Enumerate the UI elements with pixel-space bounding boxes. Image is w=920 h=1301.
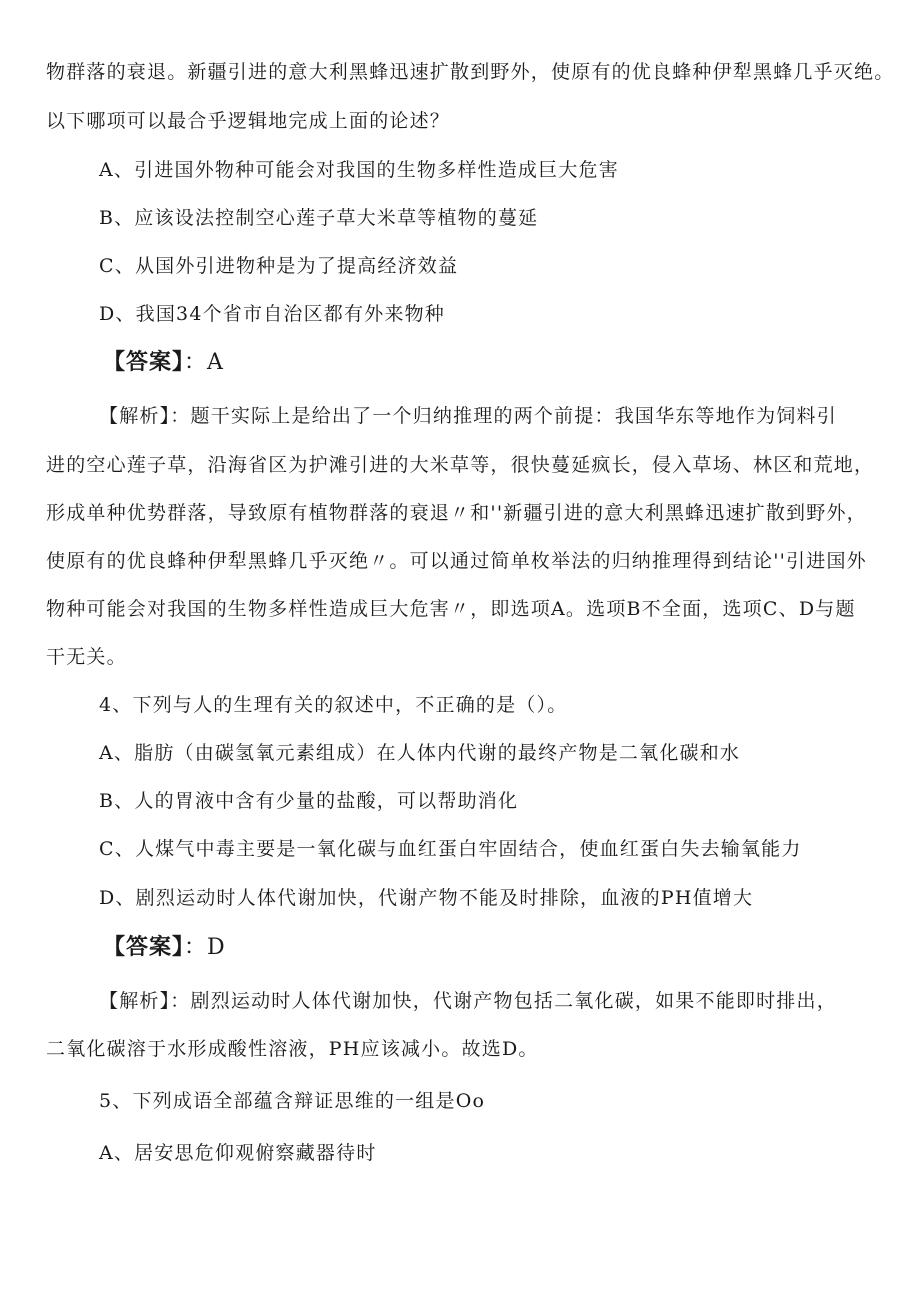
q3-stem-question: 以下哪项可以最合乎逻辑地完成上面的论述？ [46,110,451,132]
q3-answer [103,351,224,375]
q3-option-b: B、应该设法控制空心莲子草大米草等植物的蔓延 [99,207,539,229]
q4-answer [103,936,226,960]
q3-answer-separator: ： [184,350,208,375]
q3-analysis-line-2: 进的空心莲子草，沿海省区为护滩引进的大米草等，很快蔓延疯长，侵入草场、林区和荒地， [46,454,875,476]
q4-option-b: B、人的胃液中含有少量的盐酸，可以帮助消化 [99,790,519,812]
q4-answer-value: D [207,935,226,960]
q4-option-d: D、剧烈运动时人体代谢加快，代谢产物不能及时排除，血液的PH值增大 [99,887,754,909]
q4-answer-label: 【答案】 [103,935,185,960]
q4-option-a: A、脂肪（由碳氢氧元素组成）在人体内代谢的最终产物是二氧化碳和水 [99,742,741,764]
q3-option-a: A、引进国外物种可能会对我国的生物多样性造成巨大危害 [99,159,619,181]
q4-answer-separator: ： [184,935,208,960]
q3-answer-label: 【答案】 [103,350,185,375]
q5-option-a: A、居安思危仰观俯察藏器待时 [99,1142,377,1164]
q3-analysis-line-1: 【解析】：题干实际上是给出了一个归纳推理的两个前提：我国华东等地作为饲料引 [99,405,837,427]
q4-analysis-line-2: 二氧化碳溶于水形成酸性溶液，PH应该减小。故选D。 [46,1038,539,1060]
q3-option-c: C、从国外引进物种是为了提高经济效益 [99,255,459,277]
q5-stem: 5、下列成语全部蕴含辩证思维的一组是Oo [99,1090,486,1112]
q3-answer-value: A [207,350,224,375]
q3-analysis-line-5: 物种可能会对我国的生物多样性造成巨大危害〃，即选项A。选项B不全面，选项C、D与题 [46,598,856,620]
q4-stem: 4、下列与人的生理有关的叙述中，不正确的是（）。 [99,694,568,716]
q3-analysis-line-6: 干无关。 [46,646,127,668]
q3-analysis-line-4: 使原有的优良蜂种伊犁黑蜂几乎灭绝〃。可以通过简单枚举法的归纳推理得到结论''引进国外 [46,550,867,572]
q4-option-c: C、人煤气中毒主要是一氧化碳与血红蛋白牢固结合，使血红蛋白失去输氧能力 [99,838,802,860]
q3-stem-continuation: 物群落的衰退。新疆引进的意大利黑蜂迅速扩散到野外，使原有的优良蜂种伊犁黑蜂几乎灭绝。 [46,61,895,83]
q4-analysis-line-1: 【解析】：剧烈运动时人体代谢加快，代谢产物包括二氧化碳，如果不能即时排出， [99,990,837,1012]
q3-option-d: D、我国34个省市自治区都有外来物种 [99,303,446,325]
q3-analysis-line-3: 形成单种优势群落，导致原有植物群落的衰退〃和''新疆引进的意大利黑蜂迅速扩散到野外， [46,502,867,524]
